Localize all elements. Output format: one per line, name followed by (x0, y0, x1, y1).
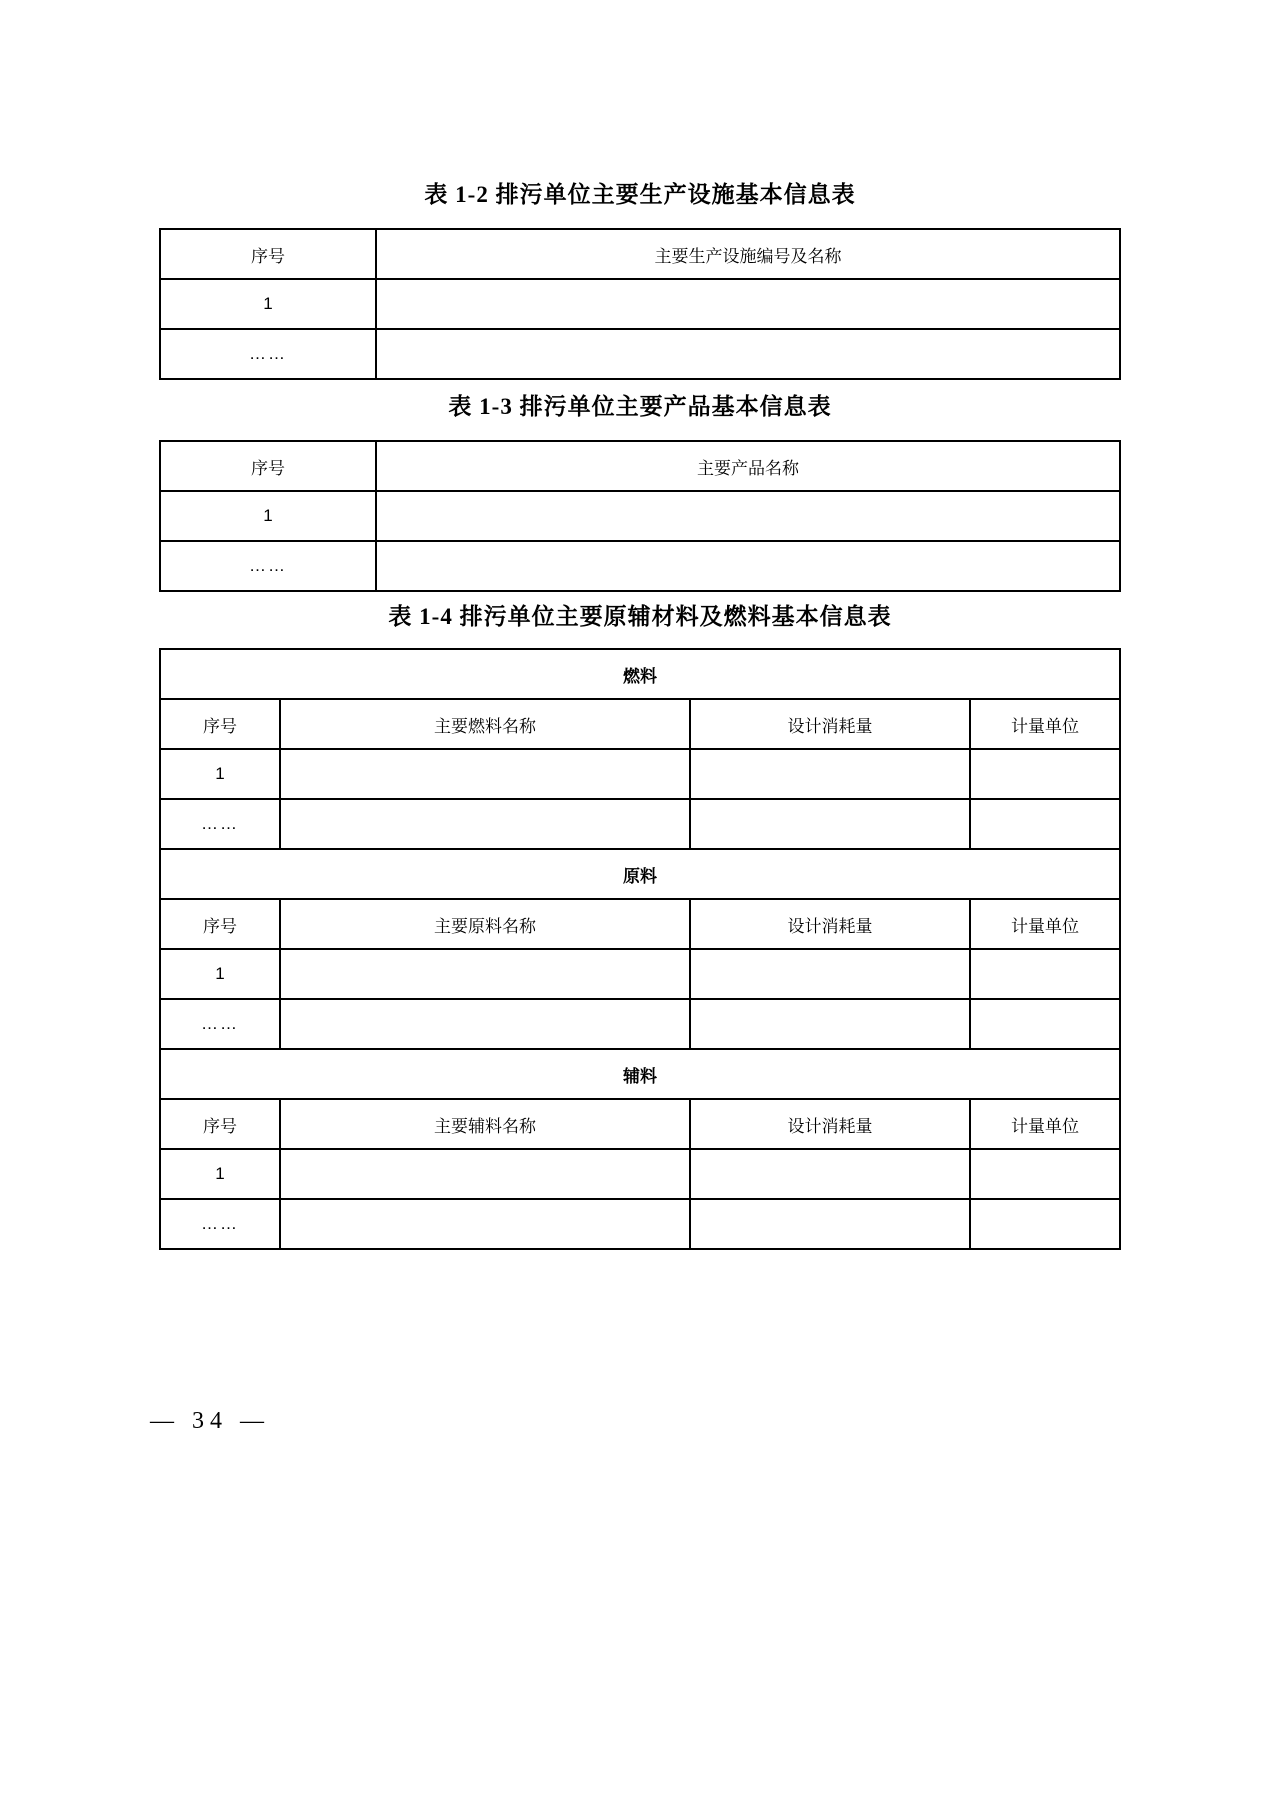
cell-name (280, 749, 690, 799)
table-row (160, 229, 1120, 279)
column-header-name: 主要原料名称 (280, 899, 690, 949)
cell-consumption (690, 749, 970, 799)
column-header-consumption: 设计消耗量 (690, 699, 970, 749)
cell-seq: 1 (160, 1149, 280, 1199)
section-heading-fuel: 燃料 (160, 649, 1120, 699)
column-header-seq: 序号 (160, 1099, 280, 1149)
cell-seq: 1 (160, 279, 376, 329)
cell-seq: …… (160, 799, 280, 849)
table-row (160, 1149, 1120, 1199)
table-1-2-title: 表 1-2 排污单位主要生产设施基本信息表 (424, 182, 856, 207)
cell-seq: 1 (160, 749, 280, 799)
column-header-unit: 计量单位 (970, 1099, 1120, 1149)
cell-seq: 1 (160, 949, 280, 999)
column-header-seq: 序号 (160, 699, 280, 749)
cell-name (280, 1149, 690, 1199)
column-header-name: 主要辅料名称 (280, 1099, 690, 1149)
cell-seq: …… (160, 329, 376, 379)
table-row (160, 899, 1120, 949)
column-header-name: 主要产品名称 (376, 441, 1120, 491)
table-row (160, 1199, 1120, 1249)
table-1-4-wrapper (0, 648, 1280, 1250)
cell-unit (970, 1149, 1120, 1199)
cell-seq: …… (160, 541, 376, 591)
table-section-header-row (160, 649, 1120, 699)
cell-name (280, 999, 690, 1049)
table-row (160, 799, 1120, 849)
column-header-consumption: 设计消耗量 (690, 899, 970, 949)
cell-unit (970, 1199, 1120, 1249)
table-1-2 (159, 228, 1121, 380)
cell-value (376, 279, 1120, 329)
section-heading-raw: 原料 (160, 849, 1120, 899)
cell-unit (970, 949, 1120, 999)
table-1-3-title: 表 1-3 排污单位主要产品基本信息表 (448, 394, 832, 419)
table-row (160, 749, 1120, 799)
cell-name (280, 799, 690, 849)
cell-unit (970, 999, 1120, 1049)
cell-consumption (690, 799, 970, 849)
cell-value (376, 491, 1120, 541)
column-header-consumption: 设计消耗量 (690, 1099, 970, 1149)
cell-value (376, 329, 1120, 379)
table-row (160, 1099, 1120, 1149)
cell-consumption (690, 949, 970, 999)
section-heading-auxiliary: 辅料 (160, 1049, 1120, 1099)
table-1-4-title: 表 1-4 排污单位主要原辅材料及燃料基本信息表 (388, 604, 892, 629)
table-1-2-wrapper (0, 228, 1280, 380)
table-1-3-wrapper (0, 440, 1280, 592)
column-header-seq: 序号 (160, 229, 376, 279)
column-header-seq: 序号 (160, 899, 280, 949)
table-section-header-row (160, 849, 1120, 899)
table-row (160, 541, 1120, 591)
cell-seq: 1 (160, 491, 376, 541)
column-header-unit: 计量单位 (970, 899, 1120, 949)
cell-unit (970, 799, 1120, 849)
cell-seq: …… (160, 999, 280, 1049)
cell-name (280, 1199, 690, 1249)
table-row (160, 279, 1120, 329)
table-row (160, 699, 1120, 749)
cell-name (280, 949, 690, 999)
cell-seq: …… (160, 1199, 280, 1249)
cell-value (376, 541, 1120, 591)
table-row (160, 949, 1120, 999)
table-1-4 (159, 648, 1121, 1250)
column-header-unit: 计量单位 (970, 699, 1120, 749)
cell-consumption (690, 1149, 970, 1199)
table-row (160, 999, 1120, 1049)
column-header-name: 主要燃料名称 (280, 699, 690, 749)
table-row (160, 491, 1120, 541)
column-header-seq: 序号 (160, 441, 376, 491)
table-row (160, 441, 1120, 491)
column-header-name: 主要生产设施编号及名称 (376, 229, 1120, 279)
cell-consumption (690, 999, 970, 1049)
page-number: — 34 — (150, 1408, 270, 1434)
cell-unit (970, 749, 1120, 799)
cell-consumption (690, 1199, 970, 1249)
table-row (160, 329, 1120, 379)
table-section-header-row (160, 1049, 1120, 1099)
table-1-3 (159, 440, 1121, 592)
